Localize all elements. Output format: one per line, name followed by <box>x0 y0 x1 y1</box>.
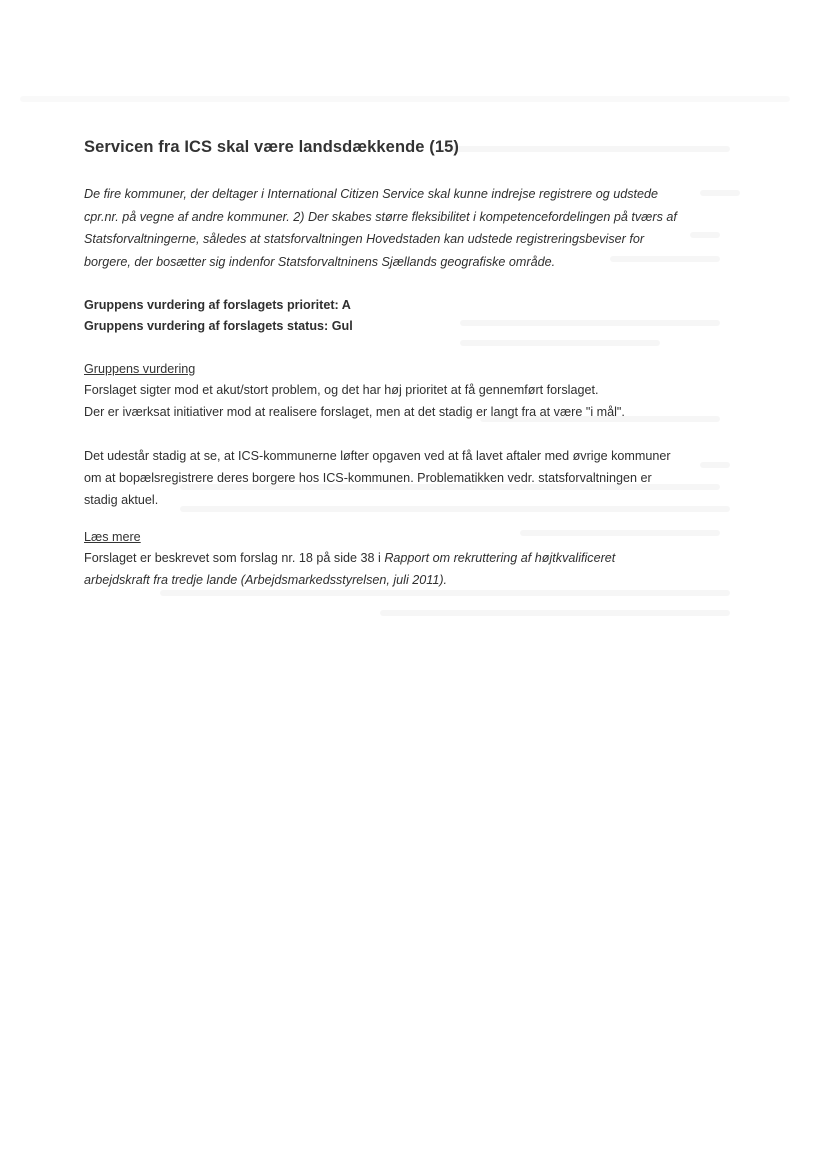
assessment-paragraph-2 <box>84 445 744 511</box>
intro-line: De fire kommuner, der deltager i International Citizen Service skal kunne indrejse registrere og udstede <box>84 187 659 201</box>
assessment-line: Der er iværksat initiativer mod at realisere forslaget, men at det stadig er langt fra at være "i mål". <box>84 405 625 419</box>
intro-line: cpr.nr. på vegne af andre kommuner. 2) Der skabes større fleksibilitet i kompetencefordelingen på tværs af <box>84 209 677 224</box>
report-title: Rapport om rekruttering af højtkvalificeret <box>384 551 616 565</box>
group-rating <box>84 295 744 337</box>
assessment-line: Det udestår stadig at se, at ICS-kommunerne løfter opgaven ved at få lavet aftaler med øvrige kommuner <box>84 449 671 463</box>
read-more-paragraph <box>84 547 744 591</box>
report-title-continued: arbejdskraft fra tredje lande (Arbejdsmarkedsstyrelsen, juli 2011). <box>84 573 448 587</box>
read-more-text: Forslaget er beskrevet som forslag nr. 18 på side 38 i <box>84 551 385 565</box>
intro-line: borgere, der bosætter sig indenfor Statsforvaltninens Sjællands geografiske område. <box>84 254 556 269</box>
status-rating: Gruppens vurdering af forslagets status: Gul <box>84 319 353 333</box>
read-more-line <box>84 547 744 569</box>
assessment-line: om at bopælsregistrere deres borgere hos ICS-kommunen. Problematikken vedr. statsforvaltningen er <box>84 471 652 485</box>
priority-rating: Gruppens vurdering af forslagets prioritet: A <box>84 298 351 312</box>
assessment-heading: Gruppens vurdering <box>84 362 196 376</box>
bleed-through-line <box>380 610 730 616</box>
intro-line: Statsforvaltningerne, således at statsforvaltningen Hovedstaden kan udstede registreringsbeviser for <box>84 232 645 246</box>
assessment-line: stadig aktuel. <box>84 493 159 507</box>
assessment-paragraph-1 <box>84 379 744 423</box>
read-more-heading: Læs mere <box>84 530 141 544</box>
assessment-line: Forslaget sigter mod et akut/stort problem, og det har høj prioritet at få gennemført forslaget. <box>84 383 599 397</box>
proposal-description <box>84 183 744 273</box>
bleed-through-line <box>20 96 790 102</box>
page-title: Servicen fra ICS skal være landsdækkende (15) <box>84 138 460 156</box>
document-page <box>84 138 744 607</box>
